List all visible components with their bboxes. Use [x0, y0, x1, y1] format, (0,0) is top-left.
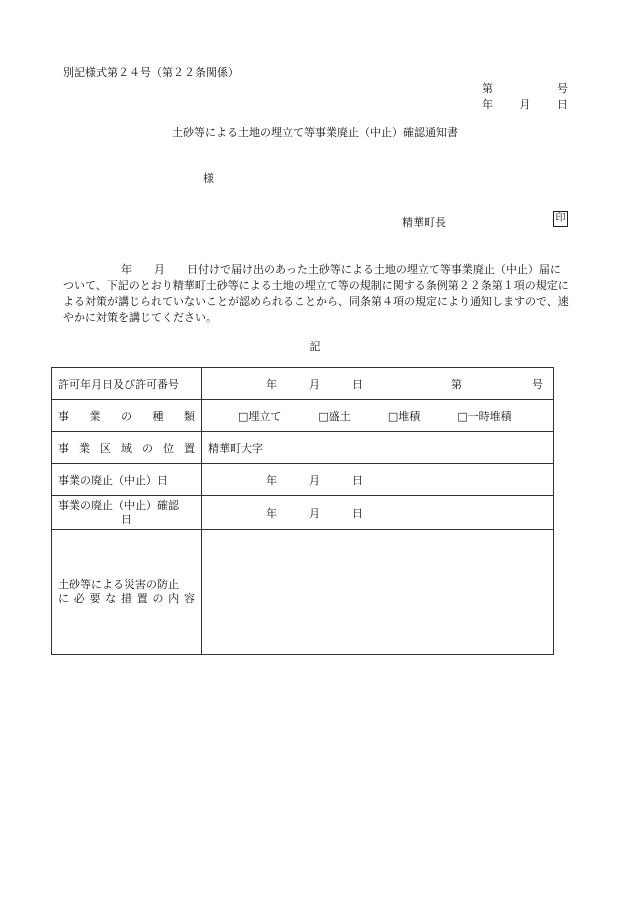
- label-char: 措: [121, 592, 132, 605]
- form-number: 別記様式第２４号（第２２条関係）: [63, 66, 239, 79]
- body-text: 年 月 日付けで届け出のあった土砂等による土地の埋立て等事業廃止（中止）届について、下記のとおり精華町土砂等による土地の埋立て等の規制に関する条例第２２条第１項の規定による対策が講じられていないことが認められることから、同条第４項の規定により通知しますので、速やかに対策を講じてください。: [63, 263, 569, 324]
- doc-date-month: 月: [519, 98, 531, 111]
- table-row-location: [52, 432, 554, 464]
- label-char: 位: [163, 441, 174, 455]
- label-char: 区: [100, 441, 111, 455]
- label-char: 内: [168, 592, 180, 605]
- table-row-confirmation-date: [52, 496, 554, 530]
- doc-no-prefix: 第: [482, 82, 493, 95]
- label-char: 容: [184, 592, 195, 605]
- addressee: 様: [203, 172, 214, 185]
- label-char: な: [105, 592, 117, 605]
- label-char: 類: [184, 409, 195, 423]
- location-label: [52, 432, 202, 464]
- kind-option-landfill[interactable]: □埋立て: [238, 409, 282, 423]
- abolition-date-label: 事業の廃止（中止）日: [52, 464, 202, 496]
- table-row-measures: [52, 530, 554, 655]
- seal-box: 印: [553, 211, 568, 227]
- abolition-day: 日: [352, 473, 363, 487]
- document-title: 土砂等による土地の埋立て等事業廃止（中止）確認通知書: [172, 126, 458, 139]
- kind-label: [52, 400, 202, 432]
- doc-date-year: 年: [482, 98, 493, 111]
- label-char: 業: [89, 409, 101, 423]
- permit-year: 年: [266, 377, 277, 391]
- label-char: 域: [121, 441, 132, 455]
- doc-no-suffix: 号: [557, 82, 568, 95]
- label-char: 必: [73, 592, 85, 605]
- abolition-year: 年: [266, 473, 277, 487]
- confirmation-label-line1: 事業の廃止（中止）確認: [58, 498, 179, 512]
- label-char: 置: [184, 441, 195, 455]
- label-char: に: [58, 592, 69, 605]
- detail-table: [51, 367, 554, 655]
- label-char: 事: [58, 441, 69, 455]
- label-char: 種: [152, 409, 164, 423]
- permit-no-prefix: 第: [451, 377, 462, 391]
- kind-option-temporary-pile[interactable]: □一時堆積: [457, 409, 512, 423]
- confirmation-date-value: [202, 496, 554, 530]
- confirmation-year: 年: [266, 506, 277, 520]
- measures-label: [52, 530, 202, 655]
- confirmation-day: 日: [352, 506, 363, 520]
- location-value: 精華町大字: [202, 432, 554, 464]
- permit-day: 日: [352, 377, 363, 391]
- label-char: の: [142, 441, 153, 455]
- abolition-month: 月: [309, 473, 320, 487]
- label-char: 事: [58, 409, 69, 423]
- kind-option-pile[interactable]: □堆積: [387, 409, 421, 423]
- label-char: 業: [79, 441, 90, 455]
- label-char: の: [121, 409, 132, 423]
- document-date: [482, 96, 568, 112]
- measures-label-line1: 土砂等による災害の防止: [58, 578, 179, 591]
- label-char: 要: [89, 592, 101, 605]
- permit-month: 月: [309, 377, 320, 391]
- table-row-permit: [52, 368, 554, 400]
- ki-heading: 記: [309, 340, 321, 353]
- label-char: 置: [136, 592, 148, 605]
- permit-label: 許可年月日及び許可番号: [52, 368, 202, 400]
- measures-value[interactable]: [202, 530, 554, 655]
- kind-option-embankment[interactable]: □盛土: [318, 409, 351, 423]
- issuer-name: 精華町長: [402, 216, 446, 229]
- permit-value: [202, 368, 554, 400]
- table-row-abolition-date: [52, 464, 554, 496]
- table-row-kind: [52, 400, 554, 432]
- confirmation-month: 月: [309, 506, 320, 520]
- abolition-date-value: [202, 464, 554, 496]
- confirmation-date-label: [52, 496, 202, 530]
- kind-options: [202, 400, 554, 432]
- permit-no-suffix: 号: [532, 377, 543, 391]
- confirmation-label-line2: 日: [121, 512, 132, 526]
- doc-date-day: 日: [557, 98, 568, 111]
- document-number: [482, 80, 568, 96]
- label-char: の: [152, 592, 164, 605]
- measures-label-line2: [58, 592, 195, 606]
